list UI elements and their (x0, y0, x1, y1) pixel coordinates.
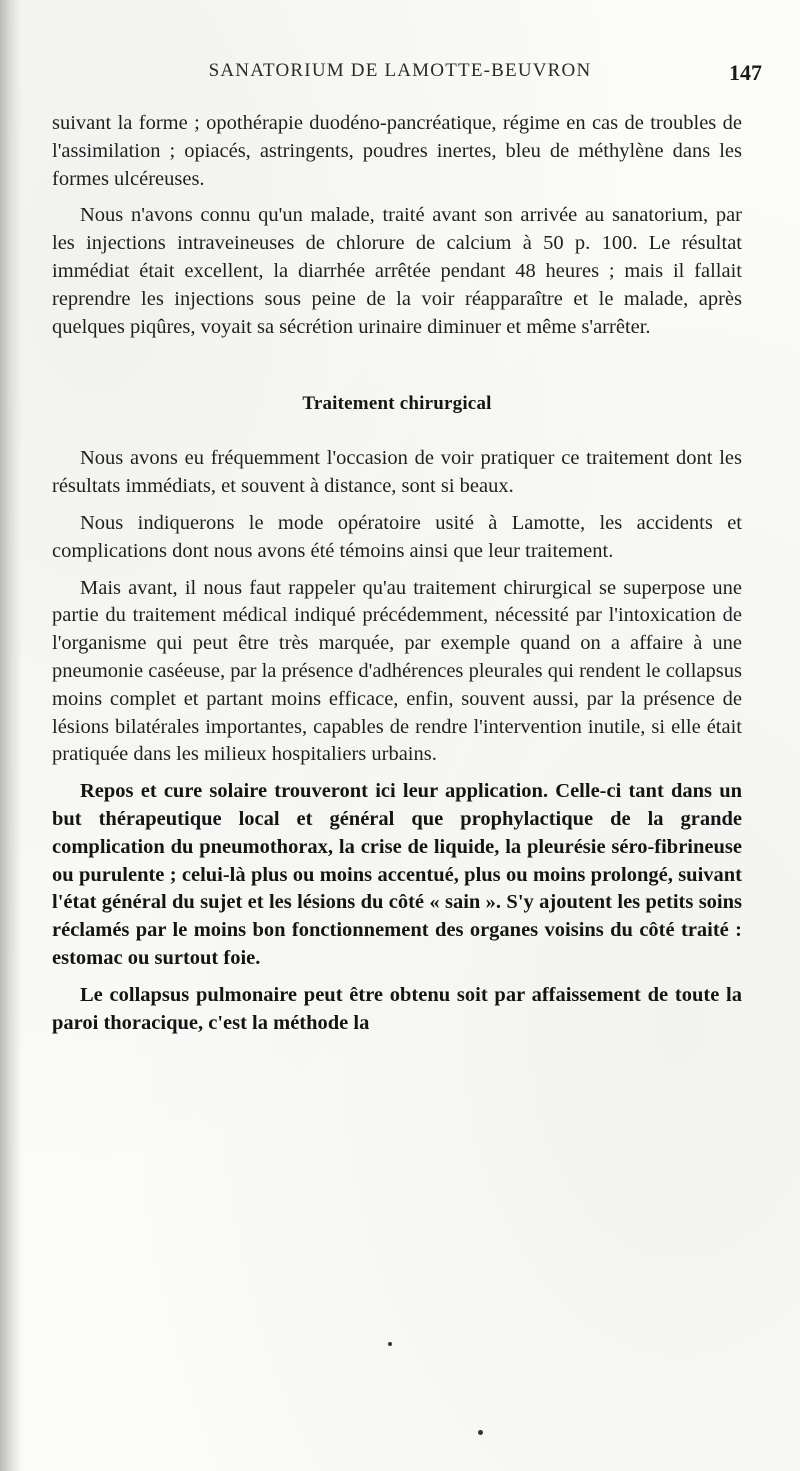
page-content (52, 110, 742, 1046)
paragraph-2: Nous n'avons connu qu'un malade, traité avant son arrivée au sanatorium, par les injections intraveineuses de chlorure de calcium à 50 p. 100. Le résultat immédiat était excellent, la diarrhée arrêtée pendant 48 heures ; mais il fallait reprendre les injections sous peine de la voir réapparaître et le malade, après quelques piqûres, voyait sa sécrétion urinaire diminuer et même s'arrêter. (52, 204, 742, 338)
section-heading: Traitement chirurgical (302, 393, 492, 415)
paragraph-4: Nous indiquerons le mode opératoire usité à Lamotte, les accidents et complications dont nous avons été témoins ainsi que leur traitement. (52, 511, 742, 562)
page-number: 147 (729, 60, 762, 85)
paragraph-5: Mais avant, il nous faut rappeler qu'au traitement chirurgical se superpose une partie du traitement médical indiqué précédemment, nécessité par l'intoxication de l'organisme qui peut être très marquée, par exemple quand on a affaire à une pneumonie caséeuse, par la présence d'adhérences pleurales qui rendent le collapsus moins complet et partant moins efficace, enfin, souvent aussi, par la présence de lésions bilatérales importantes, capables de rendre l'intervention inutile, si elle était pratiquée dans les milieux hospitaliers urbains. (52, 576, 742, 766)
print-speck (388, 1342, 392, 1346)
running-head (0, 60, 800, 90)
paragraph-1: suivant la forme ; opothérapie duodéno-pancréatique, régime en cas de troubles de l'assimilation ; opiacés, astringents, poudres inertes, bleu de méthylène dans les formes ulcéreuses. (52, 112, 742, 190)
print-speck (478, 1430, 483, 1435)
paragraph-3: Nous avons eu fréquemment l'occasion de voir pratiquer ce traitement dont les résultats immédiats, et souvent à distance, sont si beaux. (52, 447, 742, 498)
paragraph-6: Repos et cure solaire trouveront ici leur application. Celle-ci tant dans un but thérapeutique local et général que prophylactique de la grande complication du pneumothorax, la crise de liquide, la pleurésie séro-fibrineuse ou purulente ; celui-là plus ou moins accentué, plus ou moins prolongé, suivant l'état général du sujet et les lésions du côté « sain ». S'y ajoutent les petits soins réclamés par le moins bon fonctionnement des organes voisins du côté traité : estomac ou surtout foie. (52, 780, 742, 969)
running-title: SANATORIUM DE LAMOTTE-BEUVRON (208, 60, 592, 81)
paragraph-7: Le collapsus pulmonaire peut être obtenu soit par affaissement de toute la paroi thoracique, c'est la méthode la (52, 983, 742, 1034)
scan-edge-shadow (0, 0, 22, 1471)
